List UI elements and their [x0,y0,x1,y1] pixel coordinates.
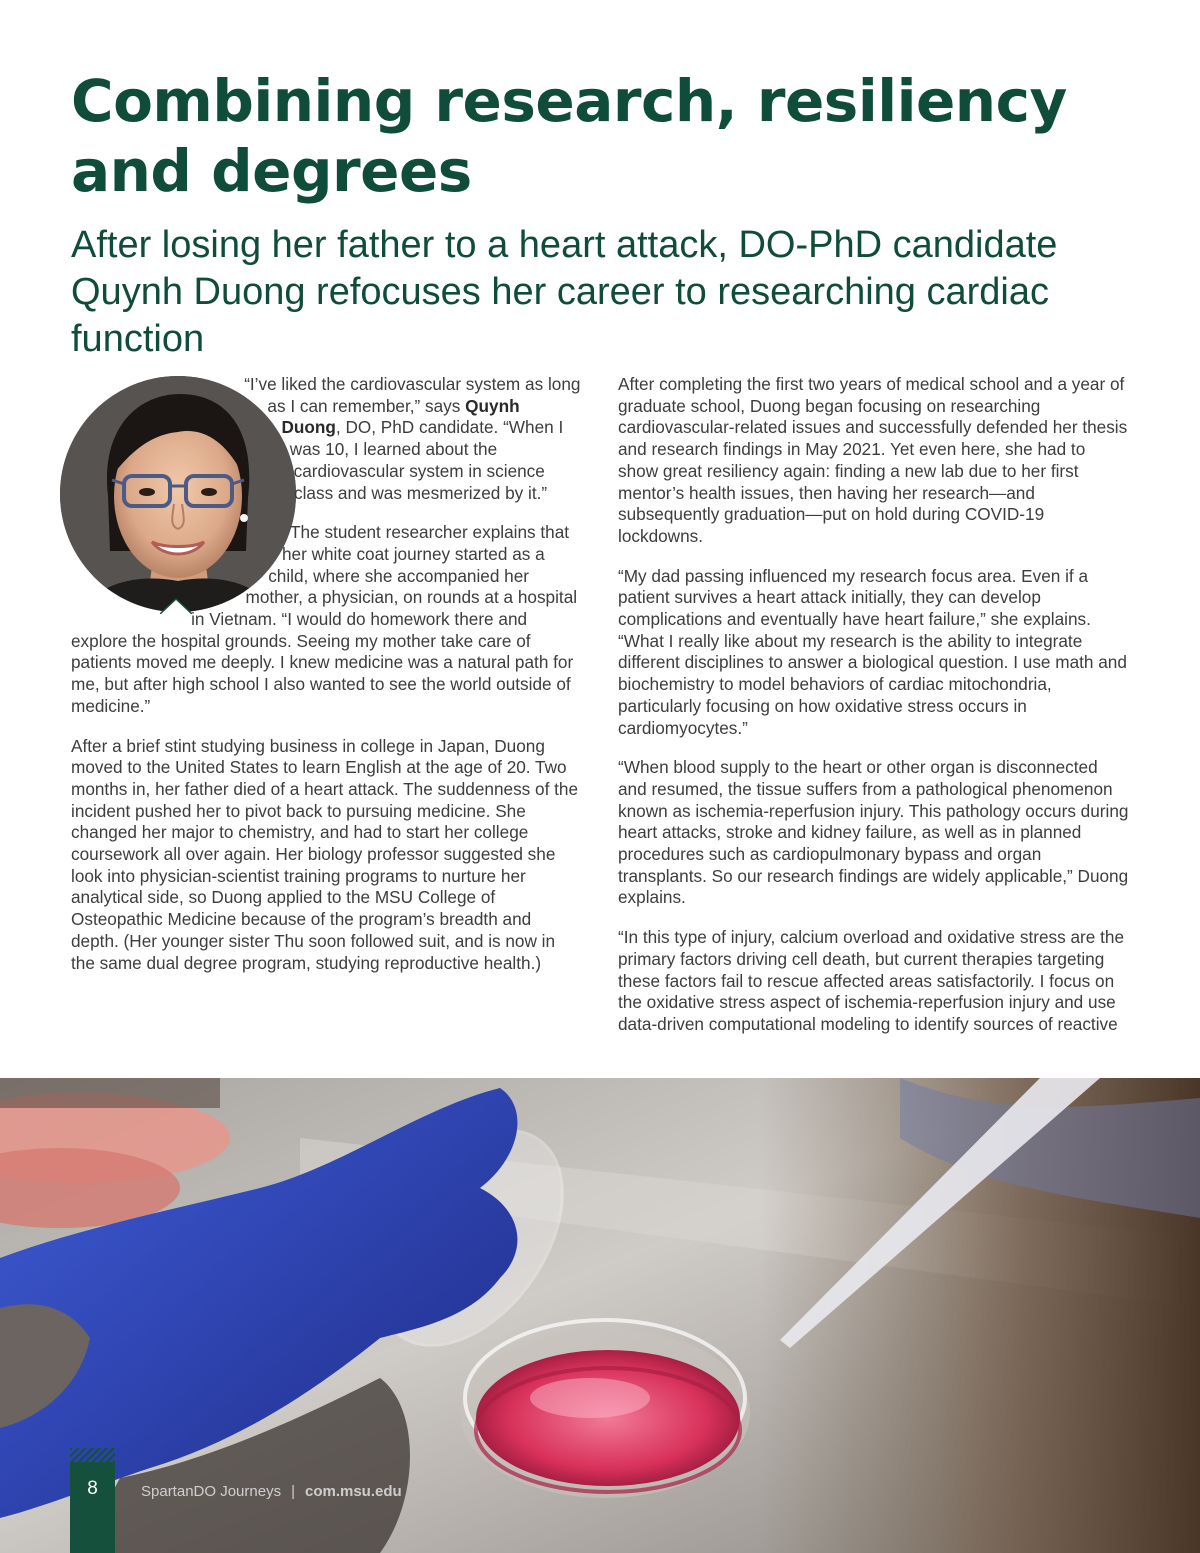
paragraph-childhood: The student researcher explains that her white coat journey started as a child, where she accompanied her mother, a physician, on rounds at a hospital in Vietnam. “I would do homework there and explore the hospital grounds. Seeing my mother take care of patients moved me deeply. I knew medicine was a natural path for me, but after high school I also wanted to see the world outside of medicine.” [71,522,578,716]
article-subhead: After losing her father to a heart attack, DO-PhD candidate Quynh Duong refocuses her career to researching cardiac function [71,224,1058,360]
page-number: 8 [87,1478,98,1499]
article-headline: Combining research, resiliency and degrees [71,67,1067,205]
footer-url[interactable]: com.msu.edu [304,1483,402,1500]
paragraph-ischemia: “When blood supply to the heart or other organ is disconnected and resumed, the tissue suffers from a pathological phenomenon known as ischemia-reperfusion injury. This pathology occurs during heart attacks, stroke and kidney failure, as well as in planned procedures such as cardiopulmonary bypass and organ transplants. So our research findings are widely applicable,” Duong explains. [618,757,1129,908]
paragraph-intro-quote: “I’ve liked the cardiovascular system as long as I can remember,” says Quynh Duong, DO, PhD candidate. “When I was 10, I learned about the cardiovascular system in science class and was mesmerized by it.” [244,374,581,503]
paragraph-oxidative-stress: “In this type of injury, calcium overload and oxidative stress are the primary factors driving cell death, but current therapies targeting these factors fail to rescue affected areas satisfactorily. I focus on the oxidative stress aspect of ischemia-reperfusion injury and use data-driven computational modeling to identify sources of reactive [618,927,1124,1034]
footer-separator: | [291,1483,295,1500]
folio-bar [70,1462,115,1553]
footer [141,1483,402,1500]
paragraph-career-pivot: After a brief stint studying business in college in Japan, Duong moved to the United States to learn English at the age of 20. Two months in, her father died of a heart attack. The suddenness of the incident pushed her to pivot back to pursuing medicine. She changed her major to chemistry, and had to start her college coursework all over again. Her biology professor suggested she look into physician-scientist training programs to nurture her analytical side, so Duong applied to the MSU College of Osteopathic Medicine because of the program’s breadth and depth. (Her younger sister Thu soon followed suit, and is now in the same dual degree program, studying reproductive health.) [71,735,579,973]
left-column [71,374,583,992]
lab-photo [0,1078,1200,1553]
right-column [618,374,1130,1054]
publication-name: SpartanDO Journeys [141,1483,282,1500]
subject-name: Quynh Duong [281,395,520,438]
paragraph-father-influence: “My dad passing influenced my research focus area. Even if a patient survives a heart attack initially, they can develop complications and eventually have heart failure,” she explains. “What I really like about my research is the ability to integrate different disciplines to answer a biological question. I use math and biochemistry to model behaviors of cardiac mitochondria, particularly focusing on how oxidative stress occurs in cardiomyocytes.” [618,565,1127,738]
folio-hatch-decoration [70,1448,115,1462]
paragraph-research-focus: After completing the first two years of medical school and a year of graduate school, Duong began focusing on researching cardiovascular-related issues and successfully defended her thesis and research findings in May 2021. Yet even here, she had to show great resiliency again: finding a new lab due to her first mentor’s health issues, then having her research—and subsequently graduation—put on hold during COVID-19 lockdowns. [618,374,1128,546]
